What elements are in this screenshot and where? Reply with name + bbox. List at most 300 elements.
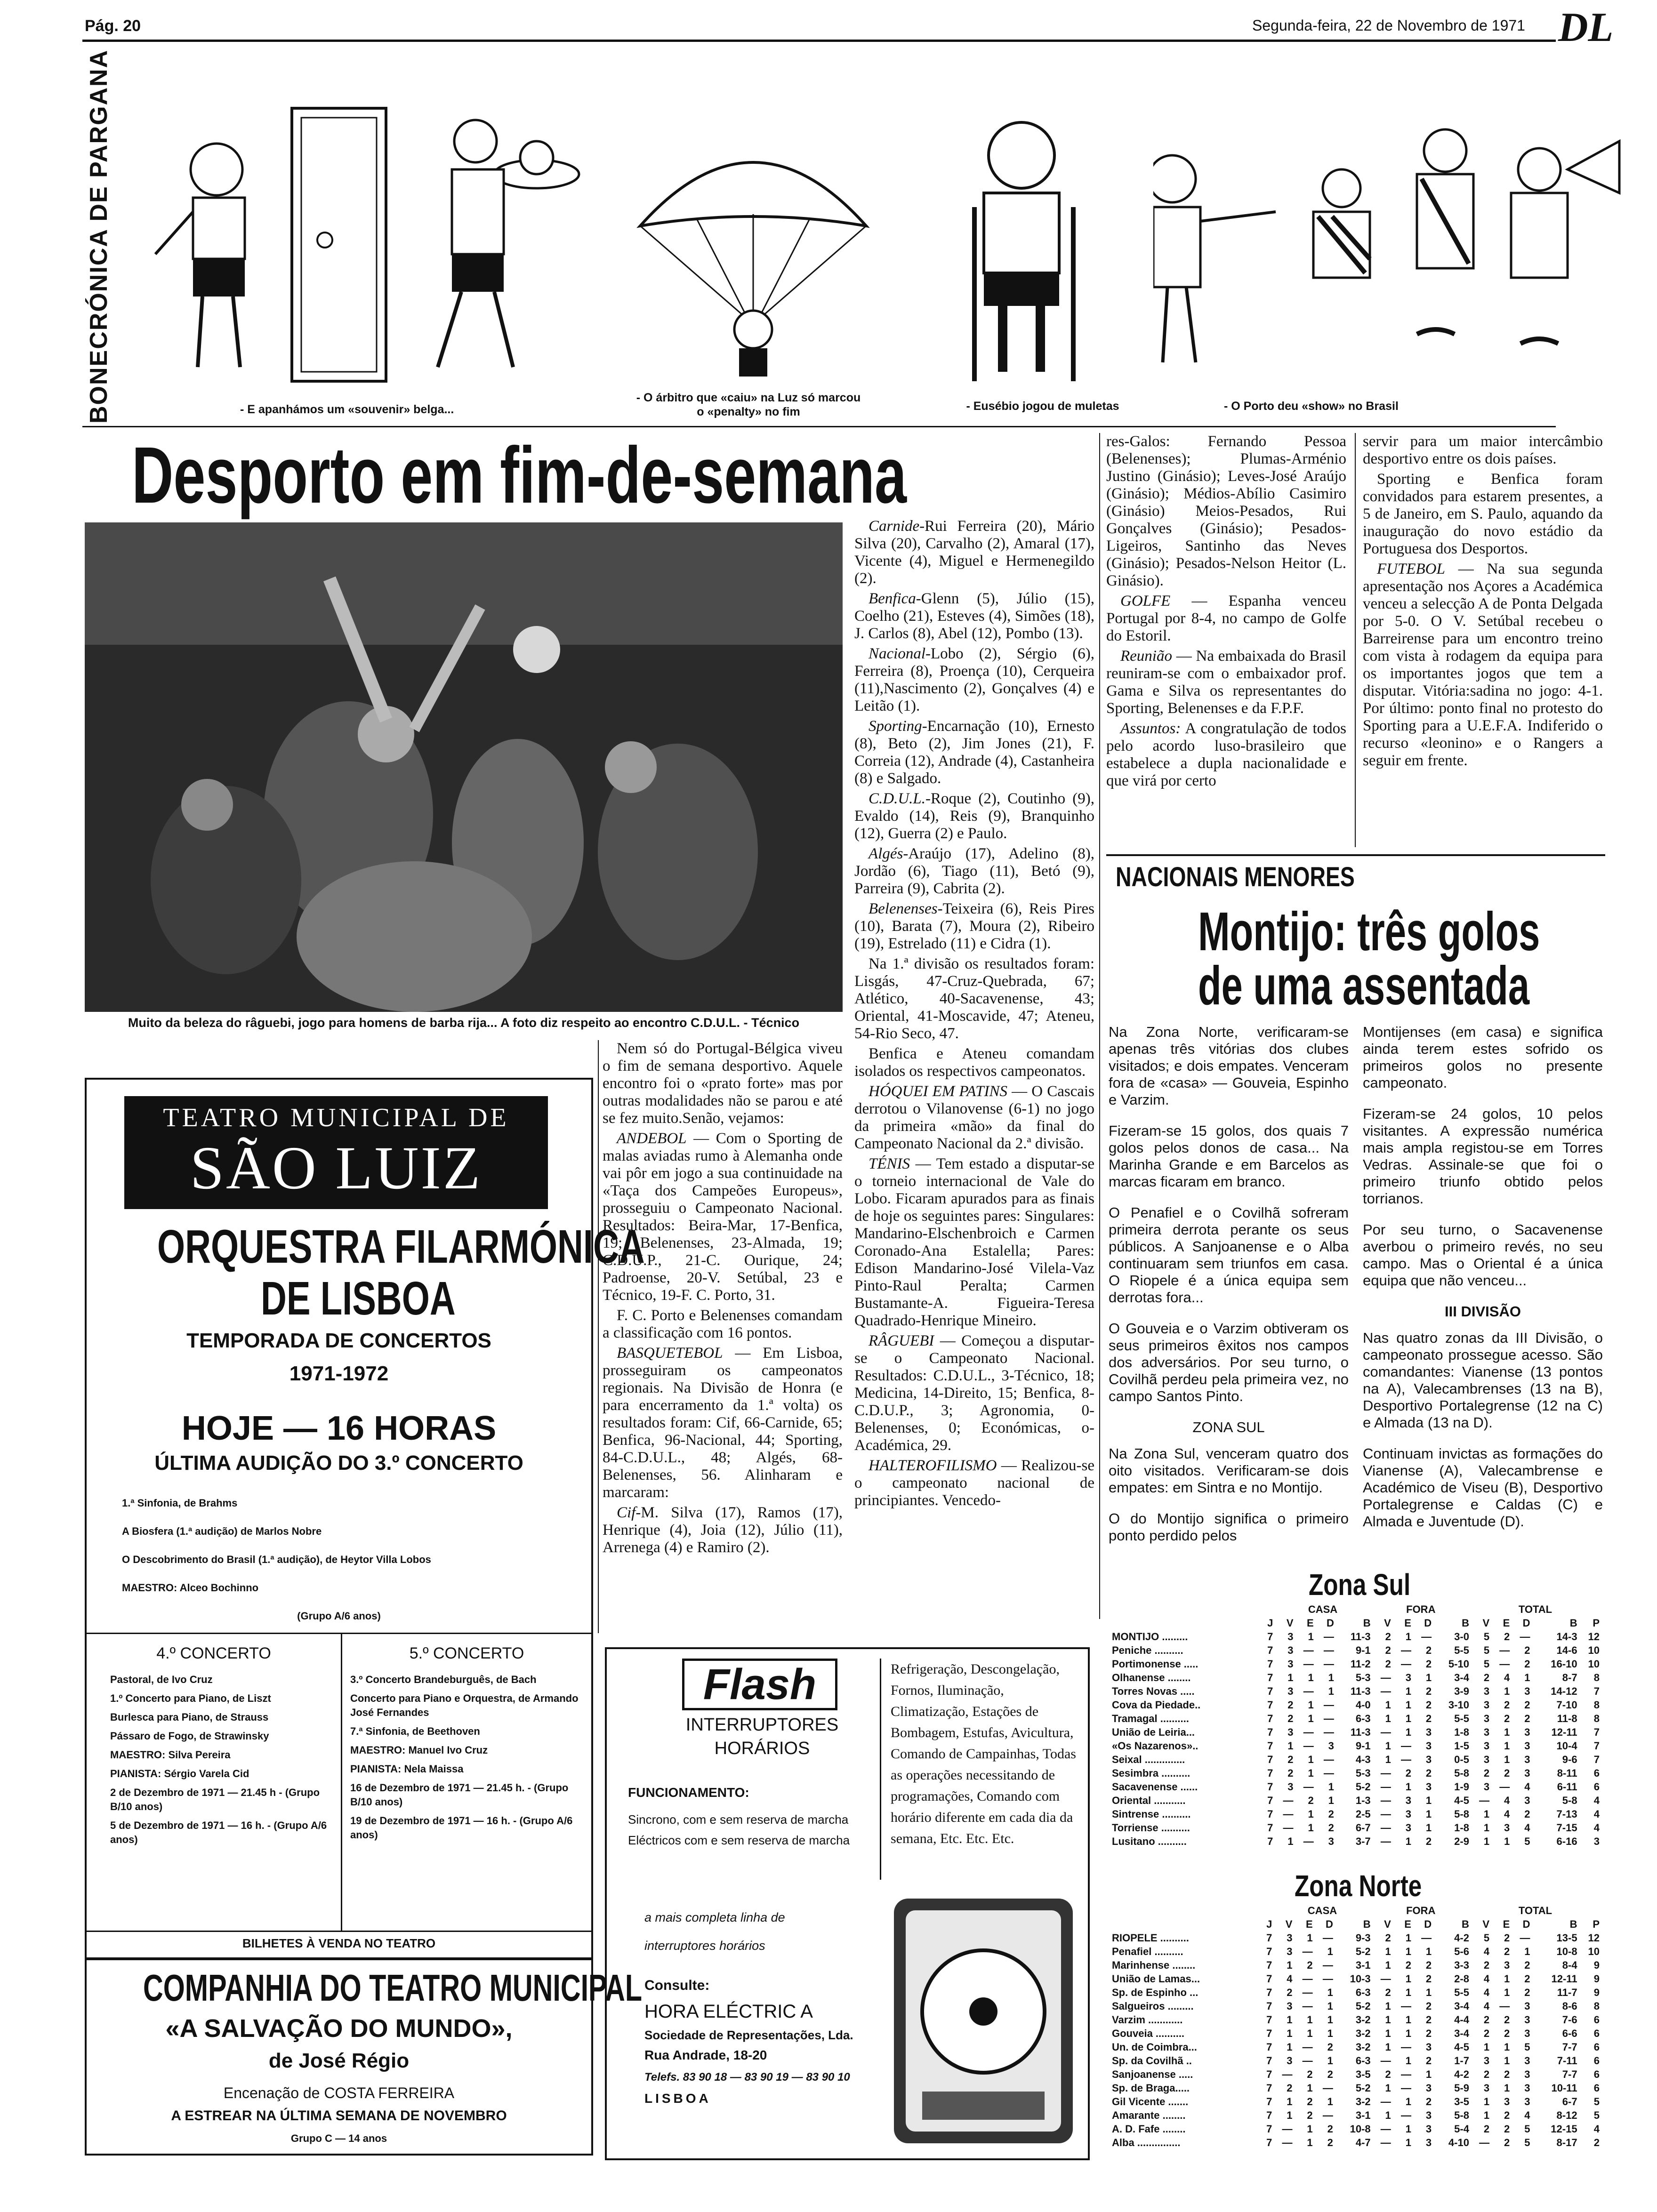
season: TEMPORADA DE CONCERTOS bbox=[186, 1329, 491, 1352]
table-cell: — bbox=[1380, 1726, 1391, 1738]
nacionais-left bbox=[1109, 1024, 1349, 1570]
nacionais-title-2: de uma assentada bbox=[1198, 955, 1530, 1016]
col-a-p11: RÂGUEBI — Começou a disputar-se o Campeonato Nacional. Resultados: C.D.U.L., 3-Técnico, 18; Medicina, 14-Direito, 15; Benfica, 8-C.D.U.P., 3; Agronomia, 0-Belenenses, 0; Económicas, o-Académica, 29. bbox=[854, 1332, 1094, 1454]
table-cell: 2 bbox=[1385, 1658, 1391, 1670]
table-cell: 4-5 bbox=[1454, 1795, 1469, 1806]
table-cell: 4 bbox=[1504, 1672, 1510, 1683]
table-cell: — bbox=[1380, 2123, 1391, 2135]
table-cell: 6-16 bbox=[1556, 1835, 1577, 1847]
table-cell: 2 bbox=[1425, 2000, 1432, 2012]
table-cell: 3 bbox=[1483, 1685, 1490, 1697]
table-cell: 3 bbox=[1483, 1781, 1490, 1793]
tickets-rule bbox=[87, 1931, 591, 1932]
table-cell: — bbox=[1323, 1754, 1334, 1765]
table-cell: 4 bbox=[1504, 1795, 1510, 1806]
table-cell: 9-6 bbox=[1562, 1754, 1577, 1765]
table-cell: 5-5 bbox=[1454, 1987, 1469, 1998]
table-cell: 7 bbox=[1267, 1672, 1273, 1683]
table-cell: 2 bbox=[1483, 2014, 1490, 2026]
tickets: BILHETES À VENDA NO TEATRO bbox=[242, 1936, 436, 1950]
table-cell: 3 bbox=[1405, 1808, 1411, 1820]
table-cell: 1 bbox=[1425, 1987, 1432, 1998]
table-cell: 2 bbox=[1425, 2096, 1432, 2108]
table-cell: 3 bbox=[1425, 2123, 1432, 2135]
group-c: Grupo C — 14 anos bbox=[290, 2132, 387, 2144]
table-cell: 10-8 bbox=[1556, 1946, 1577, 1957]
c4-5: MAESTRO: Silva Pereira bbox=[110, 1749, 231, 1761]
table-cell: 1 bbox=[1385, 2000, 1391, 2012]
table-cell: 3-5 bbox=[1355, 2068, 1371, 2080]
table-group-label: TOTAL bbox=[1518, 1905, 1552, 1916]
cartoon-caption-souvenir: - E apanhámos um «souvenir» belga... bbox=[240, 403, 454, 416]
table-cell: 1 bbox=[1327, 2000, 1333, 2012]
table-cell: 8 bbox=[1593, 1699, 1600, 1711]
table-cell: 7-7 bbox=[1562, 2068, 1577, 2080]
table-cell: 1 bbox=[1504, 1754, 1510, 1765]
table-row bbox=[1111, 1807, 1601, 1821]
table-column-header: D bbox=[1522, 1617, 1530, 1629]
table-cell: — bbox=[1400, 1658, 1411, 1670]
table-cell: 1 bbox=[1287, 2028, 1293, 2039]
table-cell: 3 bbox=[1425, 2041, 1432, 2053]
table-cell: 2 bbox=[1385, 1932, 1391, 1944]
table-cell: 10-4 bbox=[1556, 1740, 1577, 1752]
table-cell: 3 bbox=[1483, 1726, 1490, 1738]
table-group-label: FORA bbox=[1406, 1905, 1436, 1916]
table-cell: 2 bbox=[1504, 1946, 1510, 1957]
flash-consult: Consulte: bbox=[644, 1978, 710, 1993]
table-row bbox=[1111, 1643, 1601, 1657]
concert4-title: 4.º CONCERTO bbox=[156, 1644, 271, 1662]
table-column-header: E bbox=[1503, 1617, 1510, 1629]
table-cell: 2 bbox=[1504, 1932, 1510, 1944]
table-group-header bbox=[1111, 1603, 1601, 1616]
table-column-header: E bbox=[1503, 1918, 1510, 1930]
col-b-p3: BASQUETEBOL — Em Lisboa, prosseguiram os campeonatos regionais. Na Divisão de Honra (e para encerramento da 1.ª volta) os resultados foram: Cif, 66-Carnide, 65; Benfica, 96-Nacional, 44; Sporting, 84-C.D.U.L., 48; Algés, 68-Belenenses, 56. Alinharam e marcaram: bbox=[603, 1345, 843, 1501]
table-cell: 9-1 bbox=[1355, 1740, 1371, 1752]
table-column-header: V bbox=[1384, 1617, 1391, 1629]
concert-vrule bbox=[341, 1634, 342, 1931]
table-cell: 4-0 bbox=[1355, 1699, 1371, 1711]
table-cell: 3 bbox=[1524, 2028, 1530, 2039]
table-cell: 2 bbox=[1327, 2137, 1333, 2148]
play-director: Encenação de COSTA FERREIRA bbox=[223, 2084, 455, 2101]
table-column-header: E bbox=[1404, 1617, 1411, 1629]
team-name: A. D. Fafe ........ bbox=[1112, 2123, 1186, 2135]
table-cell: 1 bbox=[1328, 1672, 1334, 1683]
flash-city: LISBOA bbox=[644, 2091, 711, 2106]
table-row bbox=[1111, 1684, 1601, 1698]
table-cell: — bbox=[1380, 2096, 1391, 2108]
table-cell: 2 bbox=[1504, 2123, 1510, 2135]
table-cell: 1 bbox=[1308, 1699, 1314, 1711]
c5-7: 19 de Dezembro de 1971 — 16 h. - (Grupo A/6 anos) bbox=[350, 1815, 573, 1841]
table-cell: 1 bbox=[1405, 2123, 1411, 2135]
zona-sul-kicker: ZONA SUL bbox=[1192, 1419, 1265, 1435]
table-cell: 1-7 bbox=[1454, 2055, 1469, 2067]
table-cell: 1 bbox=[1308, 1822, 1314, 1834]
nac-right-p1: Fizeram-se 24 golos, 10 pelos visitantes. A expressão numérica mais ampla registou-se em Torres Vedras. Assinale-se que foi o primeiro triunfo obtido pelos torrianos. bbox=[1363, 1106, 1603, 1207]
table-cell: — bbox=[1323, 1644, 1334, 1656]
table-cell: 3 bbox=[1524, 1740, 1530, 1752]
table-row bbox=[1111, 1958, 1601, 1972]
table-cell: — bbox=[1322, 1973, 1333, 1985]
table-cell: — bbox=[1380, 1835, 1391, 1847]
table-cell: 1 bbox=[1405, 1699, 1411, 1711]
zona-norte-table-wrap bbox=[1111, 1904, 1601, 2149]
nac-left2-p1: O do Montijo significa o primeiro ponto perdido pelos bbox=[1109, 1510, 1349, 1544]
nac-right-p0: Montijenses (em casa) e significa ainda terem estes sofrido os primeiros golos no presente campeonato. bbox=[1363, 1024, 1603, 1091]
table-cell: 3 bbox=[1425, 1740, 1432, 1752]
table-cell: 10 bbox=[1588, 1946, 1600, 1957]
table-cell: 7 bbox=[1267, 1699, 1273, 1711]
table-cell: 4 bbox=[1504, 1808, 1510, 1820]
flash-line: a mais completa linha de interruptores horários bbox=[644, 1910, 785, 1953]
table-cell: 5-8 bbox=[1454, 1767, 1469, 1779]
table-column-header: V bbox=[1286, 1617, 1294, 1629]
main-headline: Desporto em fim-de-semana bbox=[132, 431, 907, 520]
table-cell: 7 bbox=[1266, 1973, 1272, 1985]
table-cell: 6 bbox=[1593, 2014, 1600, 2026]
table-cell: 2 bbox=[1483, 1767, 1490, 1779]
cartoon-caption-porto: - O Porto deu «show» no Brasil bbox=[1224, 400, 1399, 413]
table-cell: — bbox=[1322, 1959, 1333, 1971]
season-years: 1971-1972 bbox=[289, 1362, 389, 1385]
table-row bbox=[1111, 1821, 1601, 1835]
table-cell: 1 bbox=[1328, 1781, 1334, 1793]
table-cell: — bbox=[1499, 1658, 1510, 1670]
table-cell: 6 bbox=[1593, 2055, 1600, 2067]
table-cell: 7 bbox=[1266, 2096, 1272, 2108]
table-cell: 2 bbox=[1287, 1699, 1294, 1711]
table-cell: 3-5 bbox=[1454, 2096, 1469, 2108]
table-row bbox=[1111, 1753, 1601, 1766]
table-cell: 2 bbox=[1504, 1631, 1510, 1643]
table-cell: 3 bbox=[1524, 1726, 1530, 1738]
table-group-header bbox=[1111, 1904, 1601, 1917]
table-cell: 10-11 bbox=[1551, 2082, 1577, 2094]
table-cell: — bbox=[1302, 1973, 1313, 1985]
cartoon-rule bbox=[82, 426, 1556, 427]
table-cell: 1 bbox=[1287, 1959, 1293, 1971]
table-cell: 1 bbox=[1405, 1713, 1411, 1724]
table-cell: 7 bbox=[1593, 1754, 1600, 1765]
page-number: Pág. 20 bbox=[85, 17, 141, 35]
table-cell: 1 bbox=[1287, 1740, 1294, 1752]
table-cell: 1 bbox=[1287, 2109, 1293, 2121]
table-cell: — bbox=[1400, 1740, 1411, 1752]
table-cell: 7 bbox=[1266, 2068, 1272, 2080]
table-cell: 1 bbox=[1504, 1973, 1510, 1985]
page-date: Segunda-feira, 22 de Novembro de 1971 bbox=[1252, 17, 1525, 34]
table-cell: 1 bbox=[1328, 1795, 1334, 1806]
table-cell: 2 bbox=[1425, 1644, 1432, 1656]
table-cell: 1 bbox=[1483, 2109, 1490, 2121]
team-name: Penafiel .......... bbox=[1112, 1946, 1183, 1957]
table-cell: 5-3 bbox=[1355, 1767, 1371, 1779]
table-cell: 3-0 bbox=[1454, 1631, 1469, 1643]
table-cell: 1 bbox=[1385, 1740, 1391, 1752]
table-cell: 3 bbox=[1524, 2082, 1530, 2094]
cartoon-souvenir bbox=[137, 99, 617, 391]
table-cell: 2 bbox=[1524, 1973, 1530, 1985]
article-col-c bbox=[1106, 433, 1346, 847]
table-cell: 1 bbox=[1405, 2028, 1411, 2039]
table-cell: 5 bbox=[1524, 2137, 1530, 2148]
table-cell: 3 bbox=[1328, 1835, 1334, 1847]
nac-left-p0: Na Zona Norte, verificaram-se apenas três vitórias dos clubes visitados; e dois empates. Venceram fora de «casa» — Gouveia, Espinho e Varzim. bbox=[1109, 1024, 1349, 1108]
table-cell: 5-8 bbox=[1454, 1808, 1469, 1820]
col-d-p2: FUTEBOL — Na sua segunda apresentação nos Açores a Académica venceu a selecção A de Ponta Delgada por 5-0. O V. Setúbal recebeu o Barreirense para um encontro treino com vista à rodagem da equipa para os importantes jogos que tem a disputar. Vitória:sadina no jogo: 4-1. Por último: ponto final no protesto do Sporting para a U.E.F.A. Indiferido o recurso «leonino» e o Rangers a seguir em frente. bbox=[1363, 561, 1603, 769]
concert5-list bbox=[350, 1673, 581, 1842]
table-cell: 1 bbox=[1385, 1713, 1391, 1724]
table-column-header: P bbox=[1593, 1617, 1600, 1629]
table-column-header: B bbox=[1462, 1617, 1469, 1629]
table-cell: 12-15 bbox=[1551, 2123, 1577, 2135]
table-cell: 7 bbox=[1266, 2109, 1272, 2121]
table-cell: 3 bbox=[1524, 1754, 1530, 1765]
table-cell: 1 bbox=[1405, 2014, 1411, 2026]
team-name: Gouveia .......... bbox=[1112, 2028, 1185, 2039]
table-cell: 3 bbox=[1504, 2096, 1510, 2108]
table-cell: 7 bbox=[1593, 1685, 1600, 1697]
nacionais-rule bbox=[1106, 854, 1605, 856]
table-cell: — bbox=[1479, 2137, 1490, 2148]
zona-sul-title: Zona Sul bbox=[1309, 1568, 1411, 1602]
table-cell: 1 bbox=[1287, 2014, 1293, 2026]
table-cell: 14-12 bbox=[1551, 1685, 1577, 1697]
table-cell: 3 bbox=[1287, 1946, 1293, 1957]
table-cell: 5-2 bbox=[1355, 1946, 1371, 1957]
cartoon-parachute bbox=[631, 118, 876, 391]
table-cell: 5 bbox=[1483, 1631, 1490, 1643]
table-cell: 1 bbox=[1308, 1713, 1314, 1724]
c4-3: Burlesca para Piano, de Strauss bbox=[110, 1711, 269, 1723]
table-cell: 4 bbox=[1593, 1795, 1600, 1806]
table-row bbox=[1111, 1712, 1601, 1725]
table-cell: 1 bbox=[1405, 1946, 1411, 1957]
col-a-p12: HALTEROFILISMO — Realizou-se o campeonato nacional de principiantes. Vencedo- bbox=[854, 1457, 1094, 1509]
table-row bbox=[1111, 1780, 1601, 1794]
table-cell: 6-6 bbox=[1562, 2028, 1577, 2039]
table-cell: 6-7 bbox=[1355, 1822, 1371, 1834]
table-cell: 6-3 bbox=[1355, 1987, 1371, 1998]
col-a-p3: Sporting-Encarnação (10), Ernesto (8), Beto (2), Jim Jones (21), F. Correia (12), Andrade (4), Castanheira (8) e Salgado. bbox=[854, 718, 1094, 787]
table-cell: 3 bbox=[1287, 2055, 1293, 2067]
table-cell: 7 bbox=[1266, 2137, 1272, 2148]
table-cell: 7 bbox=[1267, 1658, 1273, 1670]
table-cell: 0-5 bbox=[1454, 1754, 1469, 1765]
table-cell: 1 bbox=[1405, 2137, 1411, 2148]
table-cell: 1 bbox=[1425, 1946, 1432, 1957]
table-column-header: E bbox=[1305, 1918, 1313, 1930]
table-cell: 8-4 bbox=[1562, 1959, 1577, 1971]
table-cell: 7 bbox=[1266, 2123, 1272, 2135]
col-b-p1: ANDEBOL — Com o Sporting de malas aviadas rumo à Alemanha onde vai pôr em jogo a sua continuidade na «Taça dos Campeões Europeus», prosseguiu o Campeonato Nacional. Resultados: Beira-Mar, 17-Benfica, 19; Belenenses, 23-Almada, 19; C.D.U.P., 21-C. Ourique, 24; Padroense, 20-V. Setúbal, 23 e Técnico, 19-F. C. Porto, 31. bbox=[603, 1130, 843, 1304]
table-cell: — bbox=[1400, 2068, 1411, 2080]
col-c-p3: Assuntos: A congratulação de todos pelo acordo luso-brasileiro que estabelece a dupla nacionalidade e que virá por certo bbox=[1106, 720, 1346, 789]
table-column-header: V bbox=[1482, 1617, 1490, 1629]
table-cell: 7 bbox=[1267, 1767, 1273, 1779]
photo-caption: Muito da beleza do râguebi, jogo para homens de barba rija... A foto diz respeito ao encontro C.D.U.L. - Técnico bbox=[128, 1016, 800, 1030]
table-cell: 1 bbox=[1524, 1672, 1530, 1683]
c4-1: Pastoral, de Ivo Cruz bbox=[110, 1674, 213, 1685]
table-cell: 2 bbox=[1385, 1644, 1391, 1656]
concert5-title: 5.º CONCERTO bbox=[409, 1644, 524, 1662]
table-cell: 1 bbox=[1385, 2014, 1391, 2026]
table-cell: 6 bbox=[1593, 2041, 1600, 2053]
table-cell: 1 bbox=[1405, 2096, 1411, 2108]
table-cell: 2 bbox=[1425, 1959, 1432, 1971]
table-row bbox=[1111, 1739, 1601, 1753]
table-cell: 3 bbox=[1425, 1754, 1432, 1765]
table-cell: 1 bbox=[1327, 1987, 1333, 1998]
table-cell: 3 bbox=[1483, 2055, 1490, 2067]
table-cell: 7-7 bbox=[1562, 2041, 1577, 2053]
table-cell: 11-8 bbox=[1557, 1713, 1577, 1724]
table-cell: 3 bbox=[1328, 1740, 1334, 1752]
table-cell: 1 bbox=[1385, 1754, 1391, 1765]
table-cell: — bbox=[1302, 2000, 1313, 2012]
table-cell: 4 bbox=[1593, 2123, 1600, 2135]
table-cell: 3 bbox=[1504, 1822, 1510, 1834]
table-column-header: D bbox=[1424, 1617, 1432, 1629]
team-name: Salgueiros ......... bbox=[1112, 2000, 1194, 2012]
table-row bbox=[1111, 2027, 1601, 2040]
table-cell: 3-7 bbox=[1355, 1835, 1371, 1847]
table-cell: 8-6 bbox=[1562, 2000, 1577, 2012]
table-cell: 4-3 bbox=[1355, 1754, 1371, 1765]
table-cell: 1 bbox=[1308, 1672, 1314, 1683]
table-cell: 3-3 bbox=[1454, 1959, 1469, 1971]
c5-3: 7.ª Sinfonia, de Beethoven bbox=[350, 1725, 480, 1737]
table-cell: 3 bbox=[1287, 1685, 1294, 1697]
article-col-d bbox=[1363, 433, 1603, 847]
table-cell: 3-4 bbox=[1454, 2000, 1469, 2012]
table-row bbox=[1111, 2108, 1601, 2122]
teatro-banner bbox=[124, 1096, 548, 1209]
col-rule-3 bbox=[598, 1040, 599, 1633]
table-cell: 2 bbox=[1524, 1987, 1530, 1998]
table-row bbox=[1111, 1931, 1601, 1945]
team-name: Sanjoanense ..... bbox=[1112, 2068, 1193, 2080]
table-cell: 4-7 bbox=[1355, 2137, 1371, 2148]
table-cell: 5-6 bbox=[1454, 1946, 1469, 1957]
table-cell: 2 bbox=[1328, 1808, 1334, 1820]
table-cell: 1 bbox=[1405, 1932, 1411, 1944]
table-column-header: B bbox=[1569, 1617, 1577, 1629]
table-cell: 4-2 bbox=[1454, 2068, 1469, 2080]
cartoon-crutches bbox=[937, 99, 1153, 391]
table-cell: 7 bbox=[1266, 2028, 1272, 2039]
table-cell: 3 bbox=[1405, 1822, 1411, 1834]
table-cell: 3 bbox=[1287, 1658, 1294, 1670]
col-rule-2 bbox=[1355, 433, 1356, 847]
table-cell: — bbox=[1421, 1932, 1432, 1944]
team-name: Sp. de Espinho ... bbox=[1112, 1987, 1199, 1998]
team-name: Sacavenense ...... bbox=[1112, 1781, 1198, 1793]
table-cell: 1-5 bbox=[1454, 1740, 1469, 1752]
table-cell: 3 bbox=[1425, 2109, 1432, 2121]
team-name: «Os Nazarenos».. bbox=[1112, 1740, 1199, 1752]
table-cell: 2 bbox=[1308, 1795, 1314, 1806]
table-cell: 3 bbox=[1287, 1932, 1293, 1944]
table-cell: 1 bbox=[1287, 2096, 1293, 2108]
table-cell: 3 bbox=[1425, 1726, 1432, 1738]
col-rule-1 bbox=[1099, 433, 1100, 1619]
table-cell: 6 bbox=[1593, 2028, 1600, 2039]
table-cell: 1 bbox=[1483, 1822, 1490, 1834]
table-cell: — bbox=[1322, 2109, 1333, 2121]
table-cell: 9 bbox=[1593, 1987, 1600, 1998]
table-cell: 1 bbox=[1405, 1973, 1411, 1985]
table-cell: 1 bbox=[1504, 2082, 1510, 2094]
table-cell: 6 bbox=[1593, 1767, 1600, 1779]
col-a-p1: Benfica-Glenn (5), Júlio (15), Coelho (21), Esteves (4), Simões (18), J. Carlos (8), Abel (12), Pombo (13). bbox=[854, 590, 1094, 642]
table-column-header: D bbox=[1326, 1617, 1334, 1629]
team-name: Alba ............... bbox=[1112, 2137, 1181, 2148]
table-cell: 5 bbox=[1593, 2109, 1600, 2121]
table-row bbox=[1111, 1766, 1601, 1780]
team-name: União de Leiria... bbox=[1112, 1726, 1195, 1738]
table-cell: 7 bbox=[1266, 2000, 1272, 2012]
table-cell: 7 bbox=[1266, 2014, 1272, 2026]
company-rule bbox=[87, 1957, 591, 1960]
last-audition: ÚLTIMA AUDIÇÃO DO 3.º CONCERTO bbox=[154, 1451, 523, 1475]
table-cell: 5-2 bbox=[1355, 1781, 1371, 1793]
table-cell: 1 bbox=[1504, 2055, 1510, 2067]
table-cell: — bbox=[1380, 1808, 1391, 1820]
table-cell: 8-11 bbox=[1557, 1767, 1577, 1779]
play-author: de José Régio bbox=[268, 2049, 410, 2072]
nac-left-p1: Fizeram-se 15 golos, dos quais 7 golos pelos donos de casa... Na Marinha Grande e em Barcelos as marcas ficaram em branco. bbox=[1109, 1122, 1349, 1190]
table-cell: 3 bbox=[1425, 2137, 1432, 2148]
c5-4: MAESTRO: Manuel Ivo Cruz bbox=[350, 1744, 488, 1756]
table-row bbox=[1111, 1630, 1601, 1643]
col-a-p2: Nacional-Lobo (2), Sérgio (6), Ferreira (8), Proença (10), Cerqueira (11),Nascimento (2), Gonçalves (4) e Leitão (1). bbox=[854, 645, 1094, 714]
program-2: A Biosfera (1.ª audição) de Marlos Nobre bbox=[122, 1525, 322, 1537]
table-column-header: E bbox=[1404, 1918, 1411, 1930]
table-cell: — bbox=[1380, 1795, 1391, 1806]
table-cell: 1 bbox=[1287, 1835, 1294, 1847]
rugby-photo bbox=[85, 522, 843, 1012]
orchestra-title-2: DE LISBOA bbox=[261, 1272, 456, 1325]
col-d-p0: servir para um maior intercâmbio desportivo entre os dois países. bbox=[1363, 433, 1603, 467]
table-column-header: B bbox=[1569, 1918, 1577, 1930]
table-cell: 8-12 bbox=[1556, 2109, 1577, 2121]
table-cell: 1 bbox=[1328, 1685, 1334, 1697]
table-cell: — bbox=[1302, 1946, 1313, 1957]
table-cell: 1 bbox=[1385, 2041, 1391, 2053]
table-cell: 1 bbox=[1327, 2096, 1333, 2108]
table-cell: 1 bbox=[1308, 1754, 1314, 1765]
table-cell: 2 bbox=[1524, 1713, 1530, 1724]
table-cell: 5 bbox=[1483, 1644, 1490, 1656]
table-cell: 2 bbox=[1425, 1658, 1432, 1670]
table-cell: 7 bbox=[1266, 2041, 1272, 2053]
c4-6: PIANISTA: Sérgio Varela Cid bbox=[110, 1768, 249, 1779]
table-cell: 7 bbox=[1267, 1685, 1273, 1697]
table-cell: 3-2 bbox=[1355, 2096, 1371, 2108]
table-cell: 1 bbox=[1425, 1822, 1432, 1834]
table-cell: 1 bbox=[1504, 1835, 1510, 1847]
team-name: Gil Vicente ....... bbox=[1112, 2096, 1189, 2108]
table-cell: 11-2 bbox=[1350, 1658, 1371, 1670]
program-4: MAESTRO: Alceo Bochinno bbox=[122, 1582, 259, 1594]
table-cell: 7 bbox=[1267, 1713, 1273, 1724]
table-cell: — bbox=[1323, 1713, 1334, 1724]
table-cell: — bbox=[1323, 1631, 1334, 1643]
